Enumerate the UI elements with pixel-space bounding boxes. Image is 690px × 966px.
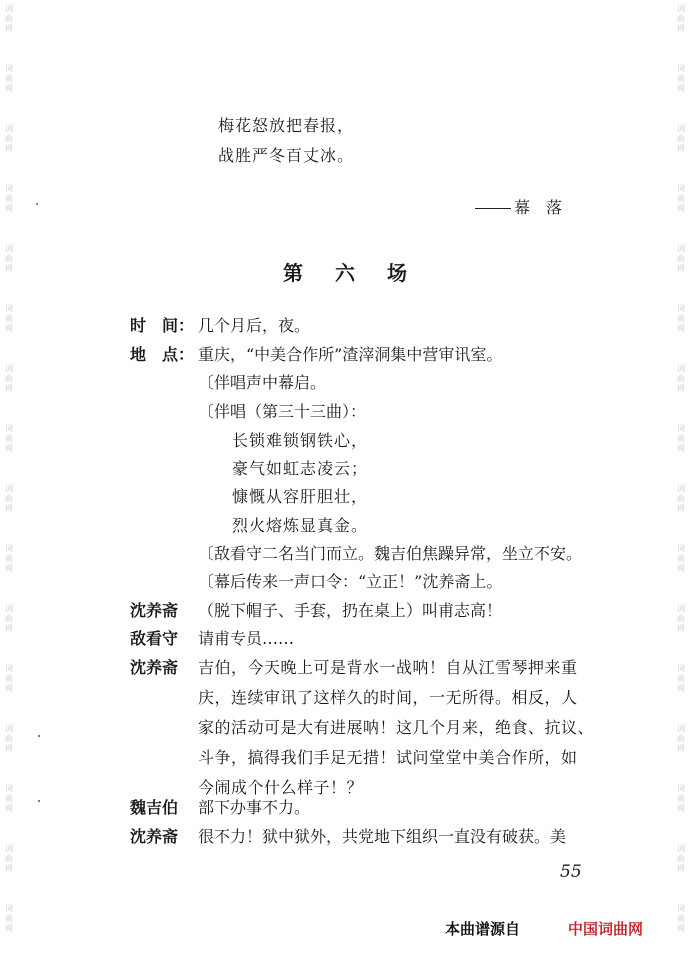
footer-site-name[interactable]: 中国词曲网 (568, 920, 644, 938)
watermark-glyph: 曲 (5, 14, 13, 23)
watermark-glyph: 词 (5, 604, 13, 613)
watermark-glyph: 词 (5, 484, 13, 493)
watermark-glyph: 词 (677, 184, 685, 193)
watermark-glyph: 曲 (677, 194, 685, 203)
watermark-glyph: 词 (677, 604, 685, 613)
poem-line-1: 梅花怒放把春报， (218, 116, 355, 135)
watermark-glyph: 词 (677, 544, 685, 553)
watermark-glyph: 网 (5, 684, 13, 693)
watermark-glyph: 网 (677, 144, 685, 153)
watermark-glyph: 曲 (5, 374, 13, 383)
watermark-glyph: 词 (677, 844, 685, 853)
speaker-shen-2: 沈养斋 (130, 658, 179, 677)
watermark-glyph: 词 (677, 304, 685, 313)
watermark-glyph: 词 (677, 4, 685, 13)
em-dash-mark (475, 208, 511, 209)
watermark-glyph: 网 (677, 504, 685, 513)
speaker-guard: 敌看守 (130, 629, 179, 648)
watermark-glyph: 网 (5, 264, 13, 273)
speech-line: 今闹成个什么样子！？ (198, 778, 364, 797)
watermark-glyph: 网 (677, 924, 685, 933)
time-label: 时 间： (130, 316, 195, 335)
watermark-glyph: 词 (5, 784, 13, 793)
watermark-glyph: 曲 (677, 254, 685, 263)
page-number: 55 (560, 862, 582, 882)
stage-direction-1: 〔伴唱声中幕启。 (198, 373, 327, 392)
speaker-shen-1: 沈养斋 (130, 601, 179, 620)
watermark-glyph: 网 (677, 204, 685, 213)
watermark-glyph: 网 (677, 864, 685, 873)
watermark-glyph: 曲 (5, 734, 13, 743)
speech-guard: 请甫专员…… (198, 629, 295, 648)
watermark-glyph: 曲 (677, 914, 685, 923)
watermark-glyph: 曲 (5, 194, 13, 203)
watermark-glyph: 词 (5, 244, 13, 253)
watermark-glyph: 曲 (5, 134, 13, 143)
speech-wei: 部下办事不力。 (198, 798, 311, 817)
watermark-glyph: 曲 (5, 674, 13, 683)
watermark-glyph: 曲 (677, 14, 685, 23)
speaker-wei: 魏吉伯 (130, 798, 179, 817)
song-line-4: 烈火熔炼显真金。 (232, 516, 369, 535)
watermark-glyph: 曲 (677, 374, 685, 383)
watermark-glyph: 网 (5, 24, 13, 33)
watermark-glyph: 曲 (5, 614, 13, 623)
scan-speck (38, 735, 40, 737)
watermark-glyph: 网 (677, 744, 685, 753)
watermark-glyph: 词 (5, 664, 13, 673)
watermark-glyph: 曲 (677, 674, 685, 683)
watermark-glyph: 词 (677, 64, 685, 73)
watermark-glyph: 网 (677, 564, 685, 573)
watermark-glyph: 词 (5, 424, 13, 433)
speech-line: 斗争，搞得我们手足无措！试问堂堂中美合作所，如 (198, 748, 578, 767)
scene-title: 第六场 (283, 261, 439, 285)
watermark-glyph: 曲 (5, 314, 13, 323)
watermark-glyph: 词 (5, 64, 13, 73)
stage-direction-3: 〔敌看守二名当门而立。魏吉伯焦躁异常，坐立不安。 (198, 544, 583, 563)
scan-speck (36, 203, 38, 205)
watermark-glyph: 曲 (677, 734, 685, 743)
footer-source-label: 本曲谱源自 (445, 920, 521, 938)
speech-shen-1: （脱下帽子、手套，扔在桌上）叫甫志高！ (198, 601, 503, 620)
speech-line: 吉伯，今天晚上可是背水一战呐！自从江雪琴押来重 (198, 658, 578, 677)
watermark-glyph: 曲 (5, 434, 13, 443)
watermark-glyph: 网 (677, 684, 685, 693)
watermark-glyph: 曲 (5, 794, 13, 803)
watermark-glyph: 词 (5, 724, 13, 733)
watermark-glyph: 网 (5, 444, 13, 453)
watermark-glyph: 曲 (677, 794, 685, 803)
watermark-glyph: 网 (677, 804, 685, 813)
watermark-glyph: 词 (5, 544, 13, 553)
watermark-glyph: 曲 (677, 494, 685, 503)
stage-direction-4: 〔幕后传来一声口令：“立正！”沈养斋上。 (198, 572, 503, 591)
place-text: 重庆，“中美合作所”渣滓洞集中营审讯室。 (198, 345, 503, 364)
watermark-glyph: 词 (5, 904, 13, 913)
watermark-glyph: 曲 (5, 854, 13, 863)
watermark-glyph: 网 (5, 804, 13, 813)
poem-line-2: 战胜严冬百丈冰。 (218, 146, 355, 165)
watermark-glyph: 网 (5, 144, 13, 153)
watermark-glyph: 网 (677, 324, 685, 333)
watermark-glyph: 词 (677, 664, 685, 673)
curtain-fall-note (475, 197, 562, 219)
watermark-glyph: 网 (5, 624, 13, 633)
watermark-glyph: 词 (5, 364, 13, 373)
watermark-glyph: 网 (5, 864, 13, 873)
watermark-glyph: 词 (677, 484, 685, 493)
watermark-glyph: 曲 (5, 74, 13, 83)
watermark-glyph: 词 (677, 904, 685, 913)
watermark-glyph: 曲 (5, 554, 13, 563)
speech-line: 庆，连续审讯了这样久的时间，一无所得。相反，人 (198, 688, 578, 707)
stage-direction-2: 〔伴唱（第三十三曲）： (198, 402, 367, 421)
watermark-glyph: 曲 (5, 914, 13, 923)
speech-line: 家的活动可是大有进展呐！这几个月来，绝食、抗议、 (198, 718, 595, 737)
song-line-1: 长锁难锁钢铁心， (232, 431, 369, 450)
watermark-glyph: 网 (5, 924, 13, 933)
watermark-glyph: 曲 (677, 614, 685, 623)
place-label: 地 点： (130, 345, 195, 364)
watermark-glyph: 网 (677, 24, 685, 33)
watermark-glyph: 词 (5, 124, 13, 133)
scan-speck (38, 800, 40, 802)
watermark-glyph: 词 (5, 844, 13, 853)
watermark-glyph: 曲 (677, 74, 685, 83)
watermark-glyph: 词 (5, 184, 13, 193)
speech-shen-2 (198, 653, 598, 803)
watermark-glyph: 曲 (5, 494, 13, 503)
watermark-glyph: 词 (677, 424, 685, 433)
watermark-glyph: 网 (677, 444, 685, 453)
watermark-glyph: 网 (5, 84, 13, 93)
curtain-fall-text: 幕 落 (514, 198, 563, 217)
watermark-glyph: 词 (5, 4, 13, 13)
watermark-glyph: 网 (677, 84, 685, 93)
time-text: 几个月后，夜。 (198, 316, 311, 335)
watermark-glyph: 曲 (677, 434, 685, 443)
watermark-glyph: 词 (677, 784, 685, 793)
song-line-3: 慷慨从容肝胆壮， (232, 487, 369, 506)
watermark-glyph: 词 (5, 304, 13, 313)
watermark-glyph: 网 (5, 204, 13, 213)
watermark-glyph: 曲 (677, 854, 685, 863)
watermark-glyph: 词 (677, 124, 685, 133)
watermark-glyph: 曲 (5, 254, 13, 263)
watermark-glyph: 曲 (677, 314, 685, 323)
watermark-glyph: 网 (5, 564, 13, 573)
watermark-glyph: 网 (677, 624, 685, 633)
speech-shen-3: 很不力！狱中狱外，共党地下组织一直没有破获。美 (198, 827, 567, 846)
watermark-glyph: 网 (5, 324, 13, 333)
watermark-glyph: 网 (5, 384, 13, 393)
speaker-shen-3: 沈养斋 (130, 827, 179, 846)
watermark-glyph: 网 (5, 744, 13, 753)
watermark-glyph: 网 (677, 264, 685, 273)
watermark-glyph: 网 (677, 384, 685, 393)
watermark-glyph: 词 (677, 244, 685, 253)
song-line-2: 豪气如虹志凌云； (232, 459, 369, 478)
watermark-glyph: 网 (5, 504, 13, 513)
watermark-glyph: 曲 (677, 554, 685, 563)
watermark-glyph: 曲 (677, 134, 685, 143)
watermark-glyph: 词 (677, 364, 685, 373)
watermark-glyph: 词 (677, 724, 685, 733)
